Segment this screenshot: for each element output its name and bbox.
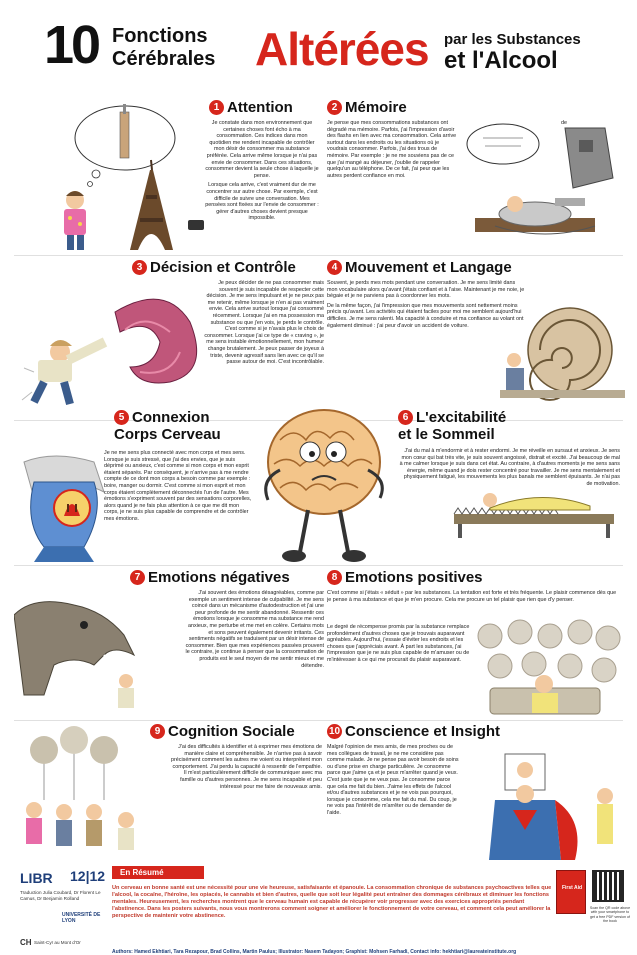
paragraph: Je constate dans mon environnement que certaines choses font écho à ma consommation. Ces indices dans mon quotidien me rendent incapable de contrôler mon désir de consommer ma substance préférée. Cela arrive même lorsque je n'ai pas envie de consommer. Dans ces situations, consommer devient la seule chose à laquelle je pense. <box>205 120 319 179</box>
section-conscience-body <box>327 744 459 864</box>
logo-ch-subtitle: Saint-Cyr au Mont d'Or <box>34 940 81 945</box>
section-attention-heading: Attention <box>227 99 293 116</box>
title-fonctions: Fonctions <box>112 25 208 47</box>
section-mouvement-heading: Mouvement et Langage <box>345 259 512 276</box>
section-number-badge: 7 <box>130 570 145 585</box>
row-divider <box>14 565 623 566</box>
paragraph: Je ne me sens plus connecté avec mon corps et mes sens. Lorsque je suis stressé, que j'ai des envies, que je suis déprimé ou anxieux, c'est comme si mon corps et mon esprit étaient séparés. Par conséquent, je n'arrive pas à me rendre compte de ce dont mon corps a besoin comme par exemple : boire, manger ou dormir. C'est comme si mon esprit et mon corps étaient complètement déconnectés l'un de l'autre. Mes émotions s'expriment souvent par des sensations corporelles, alors quand je ne fais plus attention à ce que me dit mon corps, je ne suis plus capable de comprendre et de contrôler mes émotions. <box>104 450 252 522</box>
qr-caption: Scan the QR code above with your smartphone to get a free PDF version of the book <box>589 906 631 924</box>
excitabilite-illustration <box>450 480 625 540</box>
section-emotions-negatives-title <box>130 570 290 587</box>
paragraph: Souvent, je perds mes mots pendant une conversation. Je me sens limité dans mon vocabulaire alors qu'avant j'étais confiant et à l'aise. Maintenant je me noie, je bégaie et je ne parviens pas à coordonner les mots. <box>327 280 525 300</box>
section-cognition-sociale-title <box>150 724 295 741</box>
memoire-de-label: de <box>561 120 567 126</box>
logo-ch: CH <box>20 938 32 947</box>
logo-libr: LIBR <box>20 870 53 886</box>
section-emotions-negatives-heading: Emotions négatives <box>148 569 290 586</box>
title-par-les-substances: par les Substances <box>444 31 581 48</box>
section-number-badge: 5 <box>114 410 129 425</box>
title-alterees: Altérées <box>255 23 429 75</box>
section-number-badge: 2 <box>327 100 342 115</box>
section-emotions-positives-body-1 <box>327 590 617 620</box>
paragraph: Je pense que mes consommations substances ont dégradé ma mémoire. Parfois, j'ai l'impression d'avoir des flashs en lien avec ma consommation. Cela arrive surtout dans les endroits ou les situations où je voudrais consommer. Parfois, j'ai des trous de mémoire. Par exemple : je ne me souviens pas de ce que j'ai mangé au déjeuner, j'oublie de rappeler quelqu'un au téléphone. De ce fait, j'ai peur que les autres perdent confiance en moi. <box>327 120 457 179</box>
section-attention-body <box>205 120 319 256</box>
section-cognition-sociale-body <box>170 744 322 854</box>
row-divider <box>14 255 623 256</box>
section-number-badge: 6 <box>398 410 413 425</box>
cognition-sociale-illustration <box>14 720 144 860</box>
paragraph: Le degré de récompense promis par la substance remplace profondément d'autres choses que je trouvais auparavant agréables. Aujourd'hui, j'essaie d'éviter les endroits et les choses que j'appréciais avant. À part les substances, j'ai l'impression que je ne suis plus capable de m'amuser ou de m'intéresser à ce qui me procurait du plaisir auparavant. <box>327 624 470 663</box>
section-number-badge: 3 <box>132 260 147 275</box>
section-number-badge: 8 <box>327 570 342 585</box>
section-cognition-sociale <box>150 724 325 864</box>
section-number-badge: 4 <box>327 260 342 275</box>
section-conscience-title <box>327 724 500 741</box>
paragraph: C'est comme si j'étais « séduit » par les substances. La tentation est forte et très fréquente. Le plaisir commence dès que je pense à ma substance et que je m'en procure. Cela me procure un tel plaisir que rien que d'y penser. <box>327 590 617 603</box>
section-excitabilite-heading-line1: L'excitabilité <box>416 409 507 426</box>
section-connexion-heading-line1: Connexion <box>132 409 210 426</box>
brain-character-illustration <box>250 400 398 570</box>
title-number: 10 <box>44 15 99 75</box>
paragraph: Malgré l'opinion de mes amis, de mes proches ou de mes collègues de travail, je ne me considère pas comme malade. Je ne pense pas avoir besoin de soins ou d'une prise en charge particulière. Je consomme parce que j'aime ça et je peux m'arrêter quand je veux. C'est juste que je ne veux pas. Je consomme parce que cela me fait du bien. J'aime les effets de l'alcool et/ou d'autres substances et je ne vois pas pourquoi, lorsque je consomme, cela me fait du mal. Du coup, je ne vois pas l'intérêt de m'arrêter ou de demander de l'aide. <box>327 744 459 816</box>
logo-1212: 12|12 <box>70 868 106 884</box>
section-cognition-sociale-heading: Cognition Sociale <box>168 723 295 740</box>
qr-code[interactable] <box>592 870 624 902</box>
section-decision-heading: Décision et Contrôle <box>150 259 296 276</box>
book-title: First Aid <box>561 885 583 891</box>
section-decision-title <box>132 260 296 277</box>
paragraph: De la même façon, j'ai l'impression que mes mouvements sont nettement moins précis qu'avant. Les activités qui étaient faciles pour moi me semblent aujourd'hui difficiles. Je me sens ralenti. Ma capacité à conduire et ma confiance au volant ont également diminué : j'ai peur d'avoir un accident de voiture. <box>327 302 524 329</box>
section-number-badge: 1 <box>209 100 224 115</box>
title-cerebrales: Cérébrales <box>112 48 216 70</box>
section-connexion-title <box>114 410 210 427</box>
section-number-badge: 10 <box>328 726 341 737</box>
section-attention-title <box>209 100 293 117</box>
section-emotions-negatives <box>120 570 325 730</box>
paragraph: J'ai des difficultés à identifier et à exprimer mes émotions de manière claire et compréhensible. Je n'arrive pas à savoir précisément comment les autres me voient ou interprètent mon comportement. J'ai perdu la capacité à ressentir de l'empathie. Il m'est particulièrement difficile de communiquer avec ma famille ou d'autres personnes. Je me sens incapable et peu intéressé pour me faire de nouveaux amis. <box>170 744 322 790</box>
section-emotions-negatives-body <box>184 590 324 730</box>
section-emotions-positives-body-2 <box>327 624 477 724</box>
footer <box>0 860 637 955</box>
connexion-illustration <box>14 452 114 562</box>
section-mouvement-title <box>327 260 512 277</box>
section-emotions-positives-heading: Emotions positives <box>345 569 483 586</box>
paragraph: J'ai souvent des émotions désagréables, comme par exemple un sentiment intense de culpabilité. Je me sens coincé dans un mécanisme d'autodestruction et j'ai une peur profonde de me sentir abandonné. Ressentir ces émotions lorsque je consomme ma substance me rend anxieux, me perturbe et me met en colère. Certains mots et sons peuvent également devenir irritants. Ces sentiments négatifs se traduisent par un désir intense de consommer. Bien que mes expériences passées prouvent le contraire, je continue à penser que la consommation de produits est le seul moyen de me sentir mieux et me détendre. <box>185 590 324 669</box>
logo-universite-lyon: UNIVERSITÉ DE LYON <box>62 912 101 924</box>
section-excitabilite-heading-line2: et le Sommeil <box>398 426 495 443</box>
section-connexion-heading-line2: Corps Cerveau <box>114 426 221 443</box>
translation-credits: Traduction Julia Coubard, Dr Florent Le Camus, Dr Benjamin Rolland <box>20 890 101 901</box>
title-et-alcool: et l'Alcool <box>444 47 558 74</box>
resume-label: En Résumé <box>112 866 204 879</box>
section-decision-body <box>204 280 324 420</box>
memoire-illustration <box>455 118 625 258</box>
section-memoire-title <box>327 100 407 117</box>
section-number-badge: 9 <box>150 724 165 739</box>
header <box>0 0 637 92</box>
section-memoire-heading: Mémoire <box>345 99 407 116</box>
emotions-positives-illustration <box>470 618 625 730</box>
paragraph: Lorsque cela arrive, c'est vraiment dur de me concentrer sur autre chose. Par exemple, c'est difficile de suivre une conversation. Mes pensées sont fixées sur l'envie de consommer : gérer d'autres choses devient presque impossible. <box>205 182 319 222</box>
section-attention <box>205 100 325 260</box>
section-conscience-heading: Conscience et Insight <box>345 723 501 740</box>
conscience-illustration <box>465 750 625 860</box>
book-cover <box>556 870 586 914</box>
authors-credits: Authors: Hamed Ekhtiari, Tara Rezapour, Brad Collins, Martin Paulus; Illustrator: Nasem Tadayon; Graphist: Mohsen Farhadi, Contact info: hekhtiari@laureateinstitute.org <box>112 949 517 955</box>
paragraph: J'ai du mal à m'endormir et à rester endormi. Je me réveille en sursaut et anxieux. Je sens mon cœur qui bat très vite, je suis souvent angoissé, distrait et excité. J'ai beaucoup de mal à me calmer lorsque je suis dans cet état. Au contraire, à d'autres moments je me sens sans énergie, même quand je dois rester concentré pour travailler. Je me sens mentalement et physiquement fatigué, les mouvements les plus banals me semblent épuisants. Je n'ai pas de motivation. <box>399 448 620 487</box>
section-connexion-body <box>104 450 254 565</box>
attention-illustration <box>20 100 210 250</box>
resume-text: Un cerveau en bonne santé est une nécessité pour une vie heureuse, satisfaisante et épanouie. La consommation chronique de substances psychoactives telles que l'alcool, la cocaïne, l'héroïne, les opiacés, le cannabis et bien d'autres, quelle que soit leur légalité peut entraîner des dommages cérébraux et diminuer les fonctions mentales. Heureusement, les recherches montrent que le cerveau humain est capable de récupérer voir progresser avec des exercices appropriés pendant l'abstinence. Dans les posters suivants, nous vous montrerons comment soigner et améliorer le fonctionnement de votre cerveau, et comment cela peut améliorer la perspective de maintenir votre abstinence. <box>112 885 552 919</box>
mouvement-illustration <box>500 290 625 420</box>
section-mouvement-body <box>327 280 527 404</box>
section-memoire-body <box>327 120 459 220</box>
section-emotions-positives-title <box>327 570 483 587</box>
section-decision <box>120 260 325 420</box>
section-excitabilite-title <box>398 410 506 427</box>
paragraph: Je peux décider de ne pas consommer mais souvent je suis incapable de respecter cette décision. Je me sens impulsant et je ne peux pas me retenir, même lorsque je n'en ai pas vraiment envie. Cela arrive surtout lorsque j'ai consommé récemment. Lorsque j'ai en ma possession ma substance ou que j'en vois, je perds le contrôle. C'est comme si je n'avais plus le choix de consommer. Lorsque j'ai ce type de « craving », je me sens instable émotionnellement, mon humeur change brutalement. Je peux passer de joyeux à triste, devenir agressif sans lien avec ce qu'il se passe autour de moi. C'est incontrôlable. <box>204 280 324 366</box>
